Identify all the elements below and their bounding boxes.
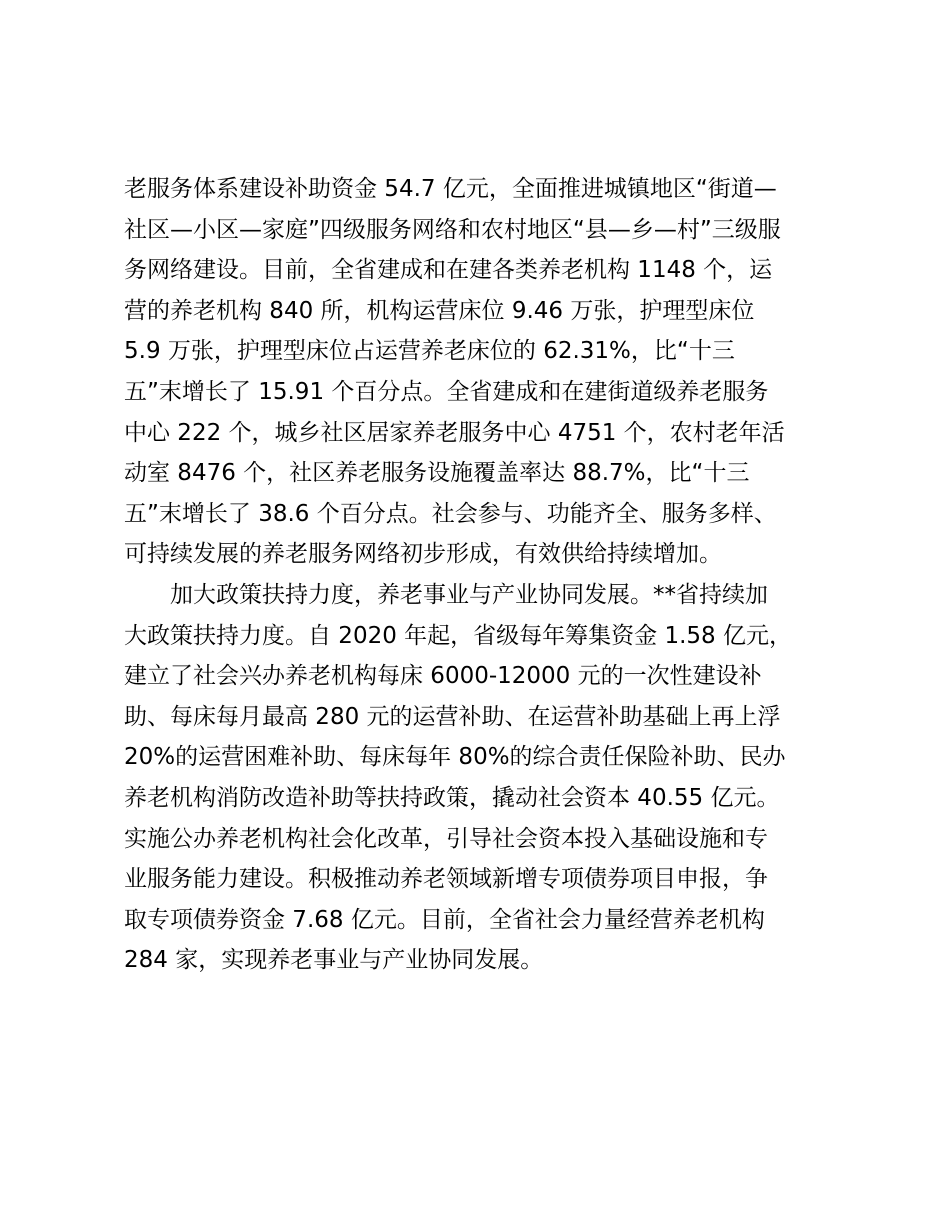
text-line: 取专项债券资金 7.68 亿元。目前，全省社会力量经营养老机构 [124,906,765,933]
text-line: 实施公办养老机构社会化改革，引导社会资本投入基础设施和专 [124,825,768,852]
text-line: 动室 8476 个，社区养老服务设施覆盖率达 88.7%，比“十三 [124,460,750,487]
text-line: 284 家，实现养老事业与产业协同发展。 [124,947,544,974]
text-line: 养老机构消防改造补助等扶持政策，撬动社会资本 40.55 亿元。 [124,784,780,811]
text-line: 社区—小区—家庭”四级服务网络和农村地区“县—乡—村”三级服 [124,216,781,243]
text-line: 老服务体系建设补助资金 54.7 亿元，全面推进城镇地区“街道— [124,176,777,202]
paragraph-first-line: 加大政策扶持力度，养老事业与产业协同发展。**省持续加 [170,581,768,608]
text-line: 务网络建设。目前，全省建成和在建各类养老机构 1148 个，运 [124,257,773,284]
text-line: 营的养老机构 840 所，机构运营床位 9.46 万张，护理型床位 [124,297,755,324]
text-line: 可持续发展的养老服务网络初步形成，有效供给持续增加。 [124,541,722,568]
text-line: 建立了社会兴办养老机构每床 6000-12000 元的一次性建设补 [124,663,762,690]
text-line: 中心 222 个，城乡社区居家养老服务中心 4751 个，农村老年活 [124,419,785,446]
text-line: 20%的运营困难补助、每床每年 80%的综合责任保险补助、民办 [124,744,786,771]
body-text [124,169,844,981]
text-line: 五”末增长了 38.6 个百分点。社会参与、功能齐全、服务多样、 [124,500,777,527]
text-line: 五”末增长了 15.91 个百分点。全省建成和在建街道级养老服务 [124,378,769,405]
text-line: 业服务能力建设。积极推动养老领域新增专项债券项目申报，争 [124,866,768,893]
text-line: 大政策扶持力度。自 2020 年起，省级每年筹集资金 1.58 亿元， [124,622,792,649]
text-line: 助、每床每月最高 280 元的运营补助、在运营补助基础上再上浮 [124,703,781,730]
text-line: 5.9 万张，护理型床位占运营养老床位的 62.31%，比“十三 [124,338,735,365]
